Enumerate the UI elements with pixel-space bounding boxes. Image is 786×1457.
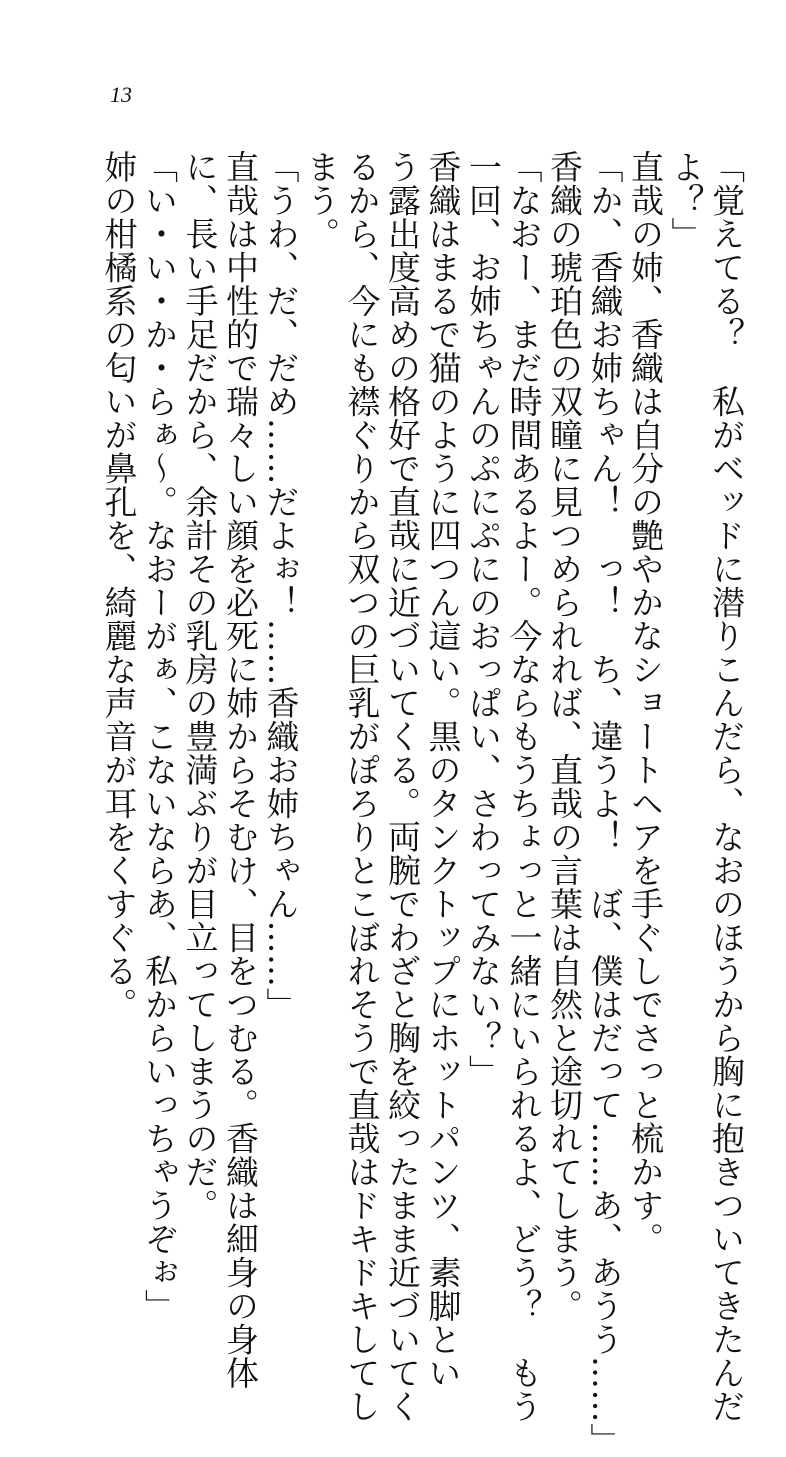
text-line: 姉の柑橘系の匂いが鼻孔を、綺麗な声音が耳をくすぐる。	[99, 150, 139, 1021]
text-line: るから、今にも襟ぐりから双つの巨乳がぽろりとこぼれそうで直哉はドキドキしてし	[342, 150, 382, 1423]
text-line: 「覚えてる？ 私がベッドに潜りこんだら、なおのほうから胸に抱きついてきたんだ	[707, 150, 746, 1423]
body-text	[66, 150, 746, 1457]
text-line: 直哉は中性的で瑞々しい顔を必死に姉からそむけ、目をつむる。香織は細身の身体	[221, 150, 260, 1390]
text-line: に、長い手足だから、余計その乳房の豊満ぶりが目立ってしまうのだ。	[180, 150, 220, 1222]
text-line: まう。	[302, 150, 341, 251]
text-line: 直哉の姉、香織は自分の艶やかなショートヘアを手ぐしでさっと梳かす。	[626, 150, 665, 1256]
text-line: 一回、お姉ちゃんのぷにぷにのおっぱい、さわってみない？」	[464, 150, 503, 1088]
text-line: 「か、香織お姉ちゃん！ っ！ ち、違うよ！ ぼ、僕はだって……あ、あうう……」	[585, 150, 625, 1457]
text-line: 「うわ、だ、だめ……だよぉ！……香織お姉ちゃん……」	[261, 150, 301, 1021]
text-line: 「い・い・か・らぁ～。なおーがぁ、こないならあ、私からいっちゃうぞぉ」	[140, 150, 179, 1323]
text-line: よ？」	[666, 150, 706, 251]
page-number: 13	[110, 82, 132, 107]
text-line: 「なおー、まだ時間あるよー。今ならもうちょっと一緒にいられるよ、どう？ もう	[504, 150, 544, 1423]
text-line: 香織の琥珀色の双瞳に見つめられれば、直哉の言葉は自然と途切れてしまう。	[545, 150, 584, 1323]
text-line: う露出度高めの格好で直哉に近づいてくる。両腕でわざと胸を絞ったまま近づいてく	[383, 150, 422, 1423]
text-line: 香織はまるで猫のように四つん這い。黒のタンクトップにホットパンツ、素脚とい	[423, 150, 463, 1390]
